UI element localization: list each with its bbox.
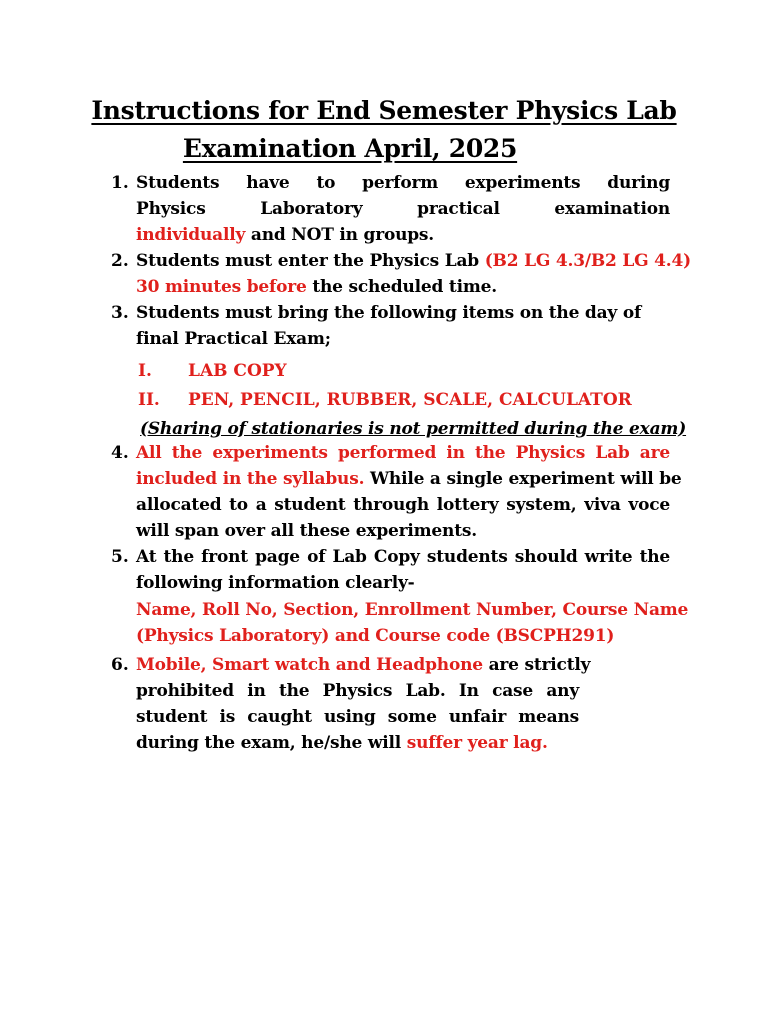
highlight-text: suffer year lag. [406, 733, 548, 753]
body-text: While a single experiment will be [364, 469, 682, 489]
item-4-line-2 [136, 466, 682, 492]
body-text: during the exam, he/she will [136, 733, 407, 753]
item-2-line-2 [136, 274, 670, 300]
item-1-line-3 [136, 222, 670, 248]
item-5-line-1: At the front page of Lab Copy students should write the [136, 547, 670, 567]
highlight-text: included in the syllabus. [136, 469, 365, 489]
item-4-line-1: All the experiments performed in the Physics Lab are [136, 443, 670, 463]
item-number: 1. [111, 173, 129, 193]
item-number: 4. [111, 443, 129, 463]
sub-item-number: I. [138, 361, 152, 381]
body-text: are strictly [482, 655, 591, 675]
item-number: 3. [111, 303, 129, 323]
highlight-text: individually [136, 225, 246, 245]
item-5-line-2: following information clearly- [136, 573, 415, 593]
item-5-line-3: Name, Roll No, Section, Enrollment Number, Course Name [136, 600, 689, 620]
item-6-line-4 [136, 730, 670, 756]
body-text: the scheduled time. [306, 277, 497, 297]
sub-item-text: LAB COPY [188, 361, 287, 381]
item-2-line-1 [136, 248, 691, 274]
document-title-line-2: Examination April, 2025 [182, 134, 518, 163]
item-1-line-2: Physics Laboratory practical examination [136, 199, 670, 219]
item-6-line-3: student is caught using some unfair means [136, 707, 579, 727]
highlight-text: 30 minutes before [136, 277, 307, 297]
item-6-line-1 [136, 652, 591, 678]
document-title-line-1: Instructions for End Semester Physics Lab [91, 96, 677, 125]
body-text: Students must enter the Physics Lab [136, 251, 485, 271]
sub-item-number: II. [138, 390, 160, 410]
body-text: and NOT in groups. [245, 225, 435, 245]
item-4-line-4: will span over all these experiments. [136, 521, 477, 541]
stationaries-note: (Sharing of stationaries is not permitted during the exam) [140, 419, 687, 439]
highlight-text: (B2 LG 4.3/B2 LG 4.4) [484, 251, 691, 271]
highlight-text: Mobile, Smart watch and Headphone [136, 655, 483, 675]
item-3-line-2: final Practical Exam; [136, 329, 331, 349]
item-number: 2. [111, 251, 129, 271]
item-1-line-1: Students have to perform experiments during [136, 173, 670, 193]
item-5-line-4: (Physics Laboratory) and Course code (BSCPH291) [136, 626, 615, 646]
item-6-line-2: prohibited in the Physics Lab. In case any [136, 681, 579, 701]
item-number: 5. [111, 547, 129, 567]
item-4-line-3: allocated to a student through lottery system, viva voce [136, 495, 670, 515]
item-3-line-1: Students must bring the following items on the day of [136, 303, 642, 323]
sub-item-text: PEN, PENCIL, RUBBER, SCALE, CALCULATOR [188, 390, 632, 410]
item-number: 6. [111, 655, 129, 675]
